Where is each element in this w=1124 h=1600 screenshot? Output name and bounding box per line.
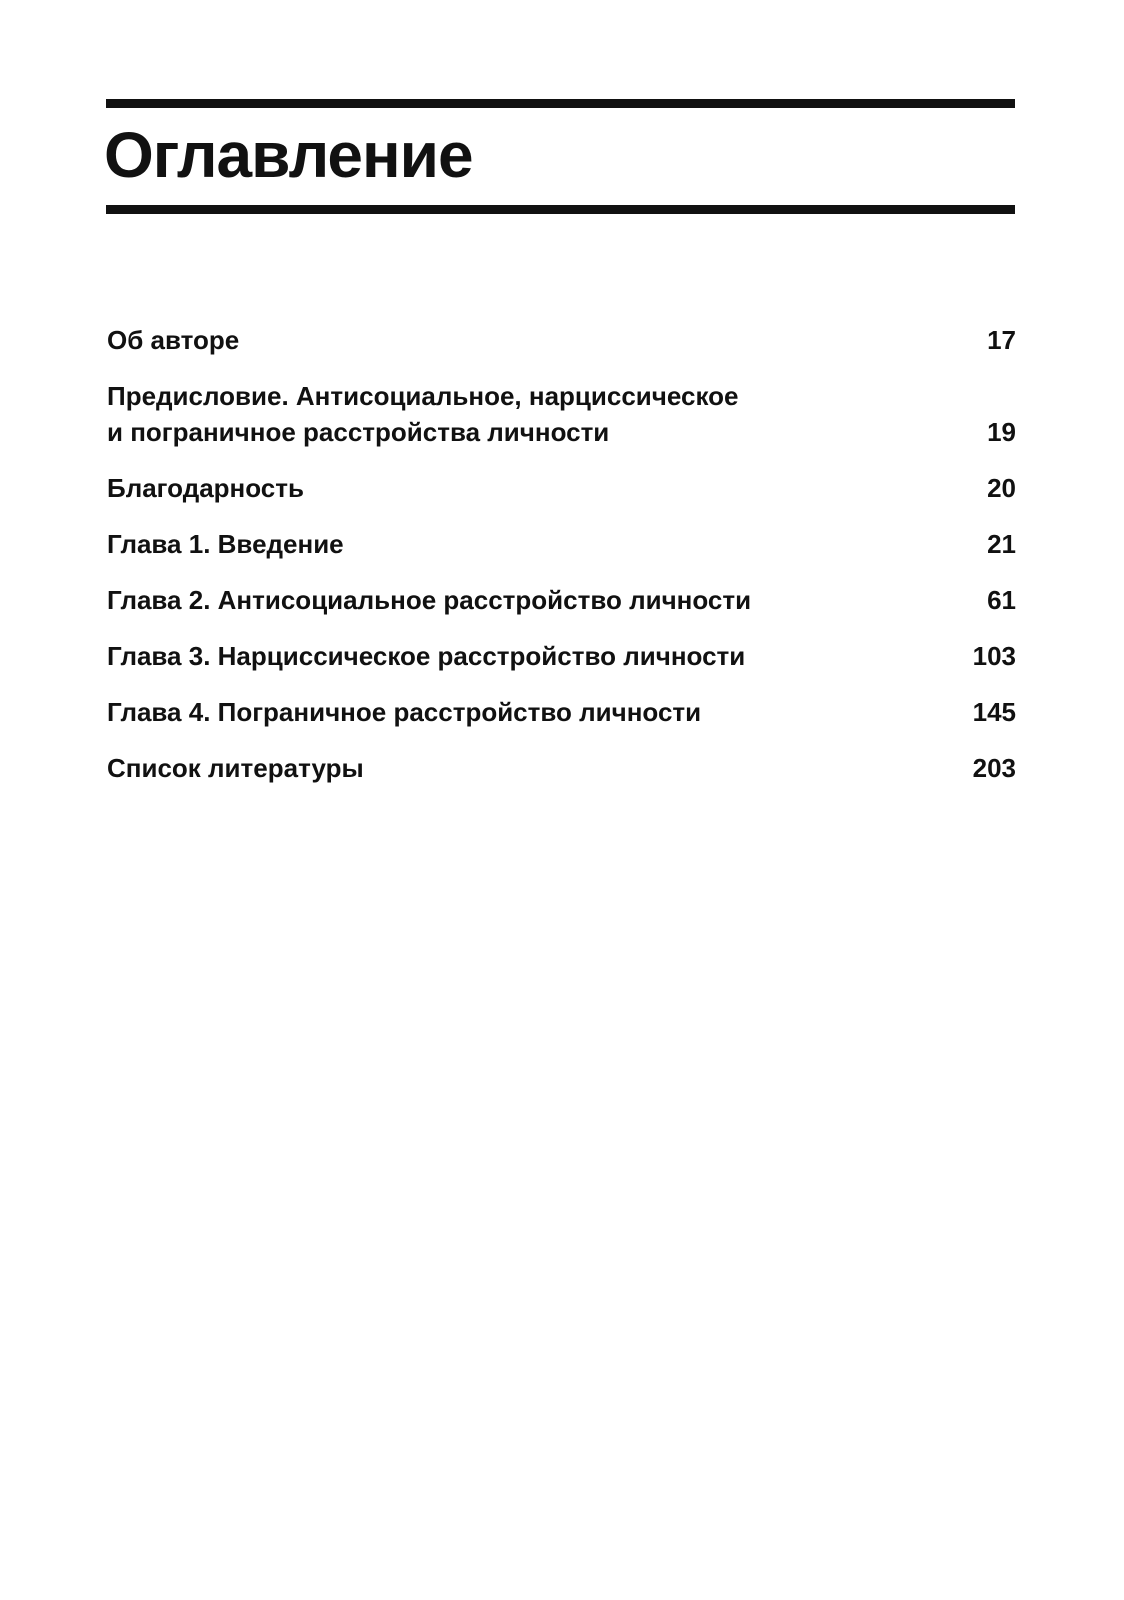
top-rule (106, 99, 1015, 108)
toc-entry-title-line: и пограничное расстройства личности (107, 417, 610, 447)
toc-entry-chapter-2[interactable] (107, 582, 1016, 618)
toc-entry-title (107, 638, 745, 674)
page-title: Оглавление (104, 119, 473, 191)
toc-entry-acknowledgements[interactable] (107, 470, 1016, 506)
toc-entry-page: 21 (987, 529, 1016, 559)
toc-entry-chapter-3[interactable] (107, 638, 1016, 674)
toc-entry-title (107, 470, 304, 506)
toc-entry-page: 19 (987, 417, 1016, 447)
toc-entry-page: 145 (972, 697, 1016, 727)
toc-entry-title (107, 694, 701, 730)
toc-entry-preface[interactable] (107, 378, 1016, 450)
toc-entry-title (107, 378, 738, 450)
toc-entry-chapter-4[interactable] (107, 694, 1016, 730)
toc-entry-title (107, 750, 364, 786)
toc-entry-title-line: Благодарность (107, 473, 304, 503)
toc-entry-page: 103 (972, 641, 1016, 671)
toc-entry-title (107, 582, 751, 618)
toc-entry-page: 61 (987, 585, 1016, 615)
toc-entry-title-line: Глава 4. Пограничное расстройство личности (107, 697, 702, 727)
toc-entry-page: 17 (987, 325, 1016, 355)
toc-entry-about-author[interactable] (107, 322, 1016, 358)
toc-entry-chapter-1[interactable] (107, 526, 1016, 562)
table-of-contents (107, 322, 1016, 806)
toc-entry-page: 203 (972, 753, 1016, 783)
toc-entry-title (107, 526, 344, 562)
toc-entry-page: 20 (987, 473, 1016, 503)
toc-entry-title-line: Глава 2. Антисоциальное расстройство личности (107, 585, 752, 615)
toc-entry-title-line: Список литературы (107, 753, 364, 783)
toc-entry-title-line: Предисловие. Антисоциальное, нарциссическое (107, 381, 739, 411)
toc-entry-title-line: Об авторе (107, 325, 240, 355)
toc-entry-title (107, 322, 239, 358)
toc-entry-title-line: Глава 1. Введение (107, 529, 344, 559)
bottom-rule (106, 205, 1015, 214)
toc-entry-bibliography[interactable] (107, 750, 1016, 786)
toc-entry-title-line: Глава 3. Нарциссическое расстройство личности (107, 641, 746, 671)
